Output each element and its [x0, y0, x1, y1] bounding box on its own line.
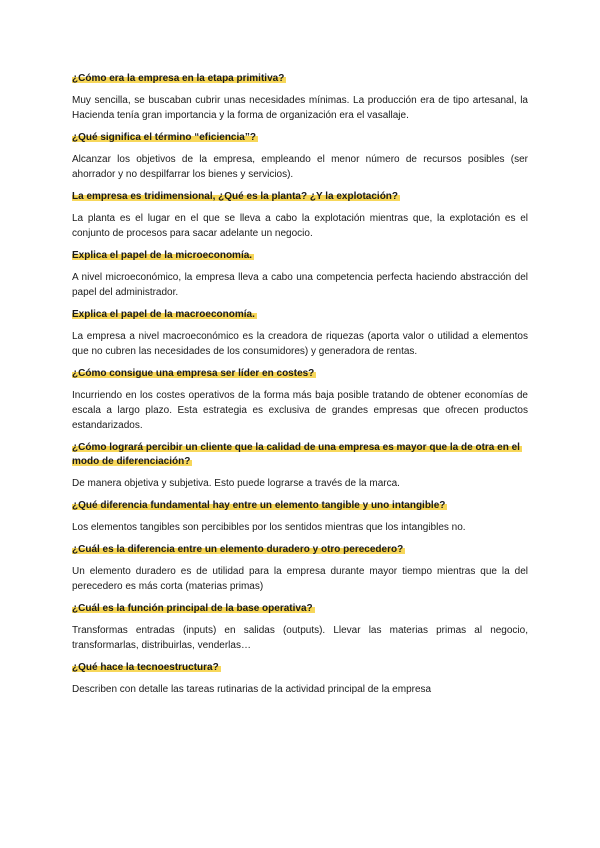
- qa-item: [72, 602, 528, 653]
- question-heading: [72, 441, 528, 469]
- question-text: ¿Cómo logrará percibir un cliente que la calidad de una empresa es mayor que la de otra en el modo de diferenciación?: [72, 442, 520, 467]
- question-text: Explica el papel de la microeconomía.: [72, 250, 253, 261]
- answer-text: Un elemento duradero es de utilidad para la empresa durante mayor tiempo mientras que la del perecedero es más corta (materias primas): [72, 566, 528, 592]
- answer-text: La planta es el lugar en el que se lleva a cabo la explotación mientras que, la explotación es el conjunto de procesos para sacar adelante un negocio.: [72, 213, 528, 239]
- answer-text: A nivel microeconómico, la empresa lleva a cabo una competencia perfecta haciendo abstracción del papel del administrador.: [72, 272, 528, 298]
- qa-list: [72, 72, 528, 705]
- question-text: ¿Cuál es la función principal de la base operativa?: [72, 603, 313, 614]
- qa-item: [72, 441, 528, 491]
- question-heading: [72, 131, 528, 145]
- question-text: ¿Cómo era la empresa en la etapa primitiva?: [72, 73, 285, 84]
- question-heading: [72, 72, 528, 86]
- answer-text: Alcanzar los objetivos de la empresa, empleando el menor número de recursos posibles (ser ahorrador y no despilfarrar los bienes y servicios).: [72, 154, 528, 180]
- question-heading: [72, 308, 528, 322]
- qa-item: [72, 499, 528, 535]
- question-text: ¿Qué significa el término “eficiencia”?: [72, 132, 256, 143]
- question-heading: [72, 190, 528, 204]
- qa-item: [72, 131, 528, 182]
- qa-item: [72, 249, 528, 300]
- question-heading: [72, 367, 528, 381]
- answer-text: Muy sencilla, se buscaban cubrir unas necesidades mínimas. La producción era de tipo artesanal, la Hacienda tenía gran importancia y la forma de organización era el vasallaje.: [72, 95, 528, 121]
- qa-item: [72, 661, 528, 697]
- answer-text: Transformas entradas (inputs) en salidas (outputs). Llevar las materias primas al negocio, transformarlas, distribuirlas, venderlas…: [72, 625, 528, 651]
- question-text: ¿Qué hace la tecnoestructura?: [72, 662, 219, 673]
- question-heading: [72, 499, 528, 513]
- question-text: ¿Cuál es la diferencia entre un elemento duradero y otro perecedero?: [72, 544, 404, 555]
- question-text: Explica el papel de la macroeconomía.: [72, 309, 255, 320]
- answer-text: Los elementos tangibles son percibibles por los sentidos mientras que los intangibles no.: [72, 522, 466, 533]
- question-heading: [72, 249, 528, 263]
- question-heading: [72, 543, 528, 557]
- qa-item: [72, 190, 528, 241]
- question-text: ¿Cómo consigue una empresa ser líder en costes?: [72, 368, 315, 379]
- question-text: ¿Qué diferencia fundamental hay entre un elemento tangible y uno intangible?: [72, 500, 446, 511]
- question-heading: [72, 661, 528, 675]
- question-heading: [72, 602, 528, 616]
- qa-item: [72, 543, 528, 594]
- question-text: La empresa es tridimensional, ¿Qué es la planta? ¿Y la explotación?: [72, 191, 399, 202]
- qa-item: [72, 367, 528, 433]
- answer-text: Describen con detalle las tareas rutinarias de la actividad principal de la empresa: [72, 684, 432, 695]
- answer-text: De manera objetiva y subjetiva. Esto puede lograrse a través de la marca.: [72, 478, 400, 489]
- answer-text: Incurriendo en los costes operativos de la forma más baja posible tratando de obtener economías de escala a largo plazo. Esta estrategia es exclusiva de grandes empresas que ofrecen productos estandarizados.: [72, 390, 528, 431]
- qa-item: [72, 308, 528, 359]
- answer-text: La empresa a nivel macroeconómico es la creadora de riquezas (aporta valor o utilidad a elementos que no cubren las necesidades de los consumidores) y generadora de rentas.: [72, 331, 528, 357]
- qa-item: [72, 72, 528, 123]
